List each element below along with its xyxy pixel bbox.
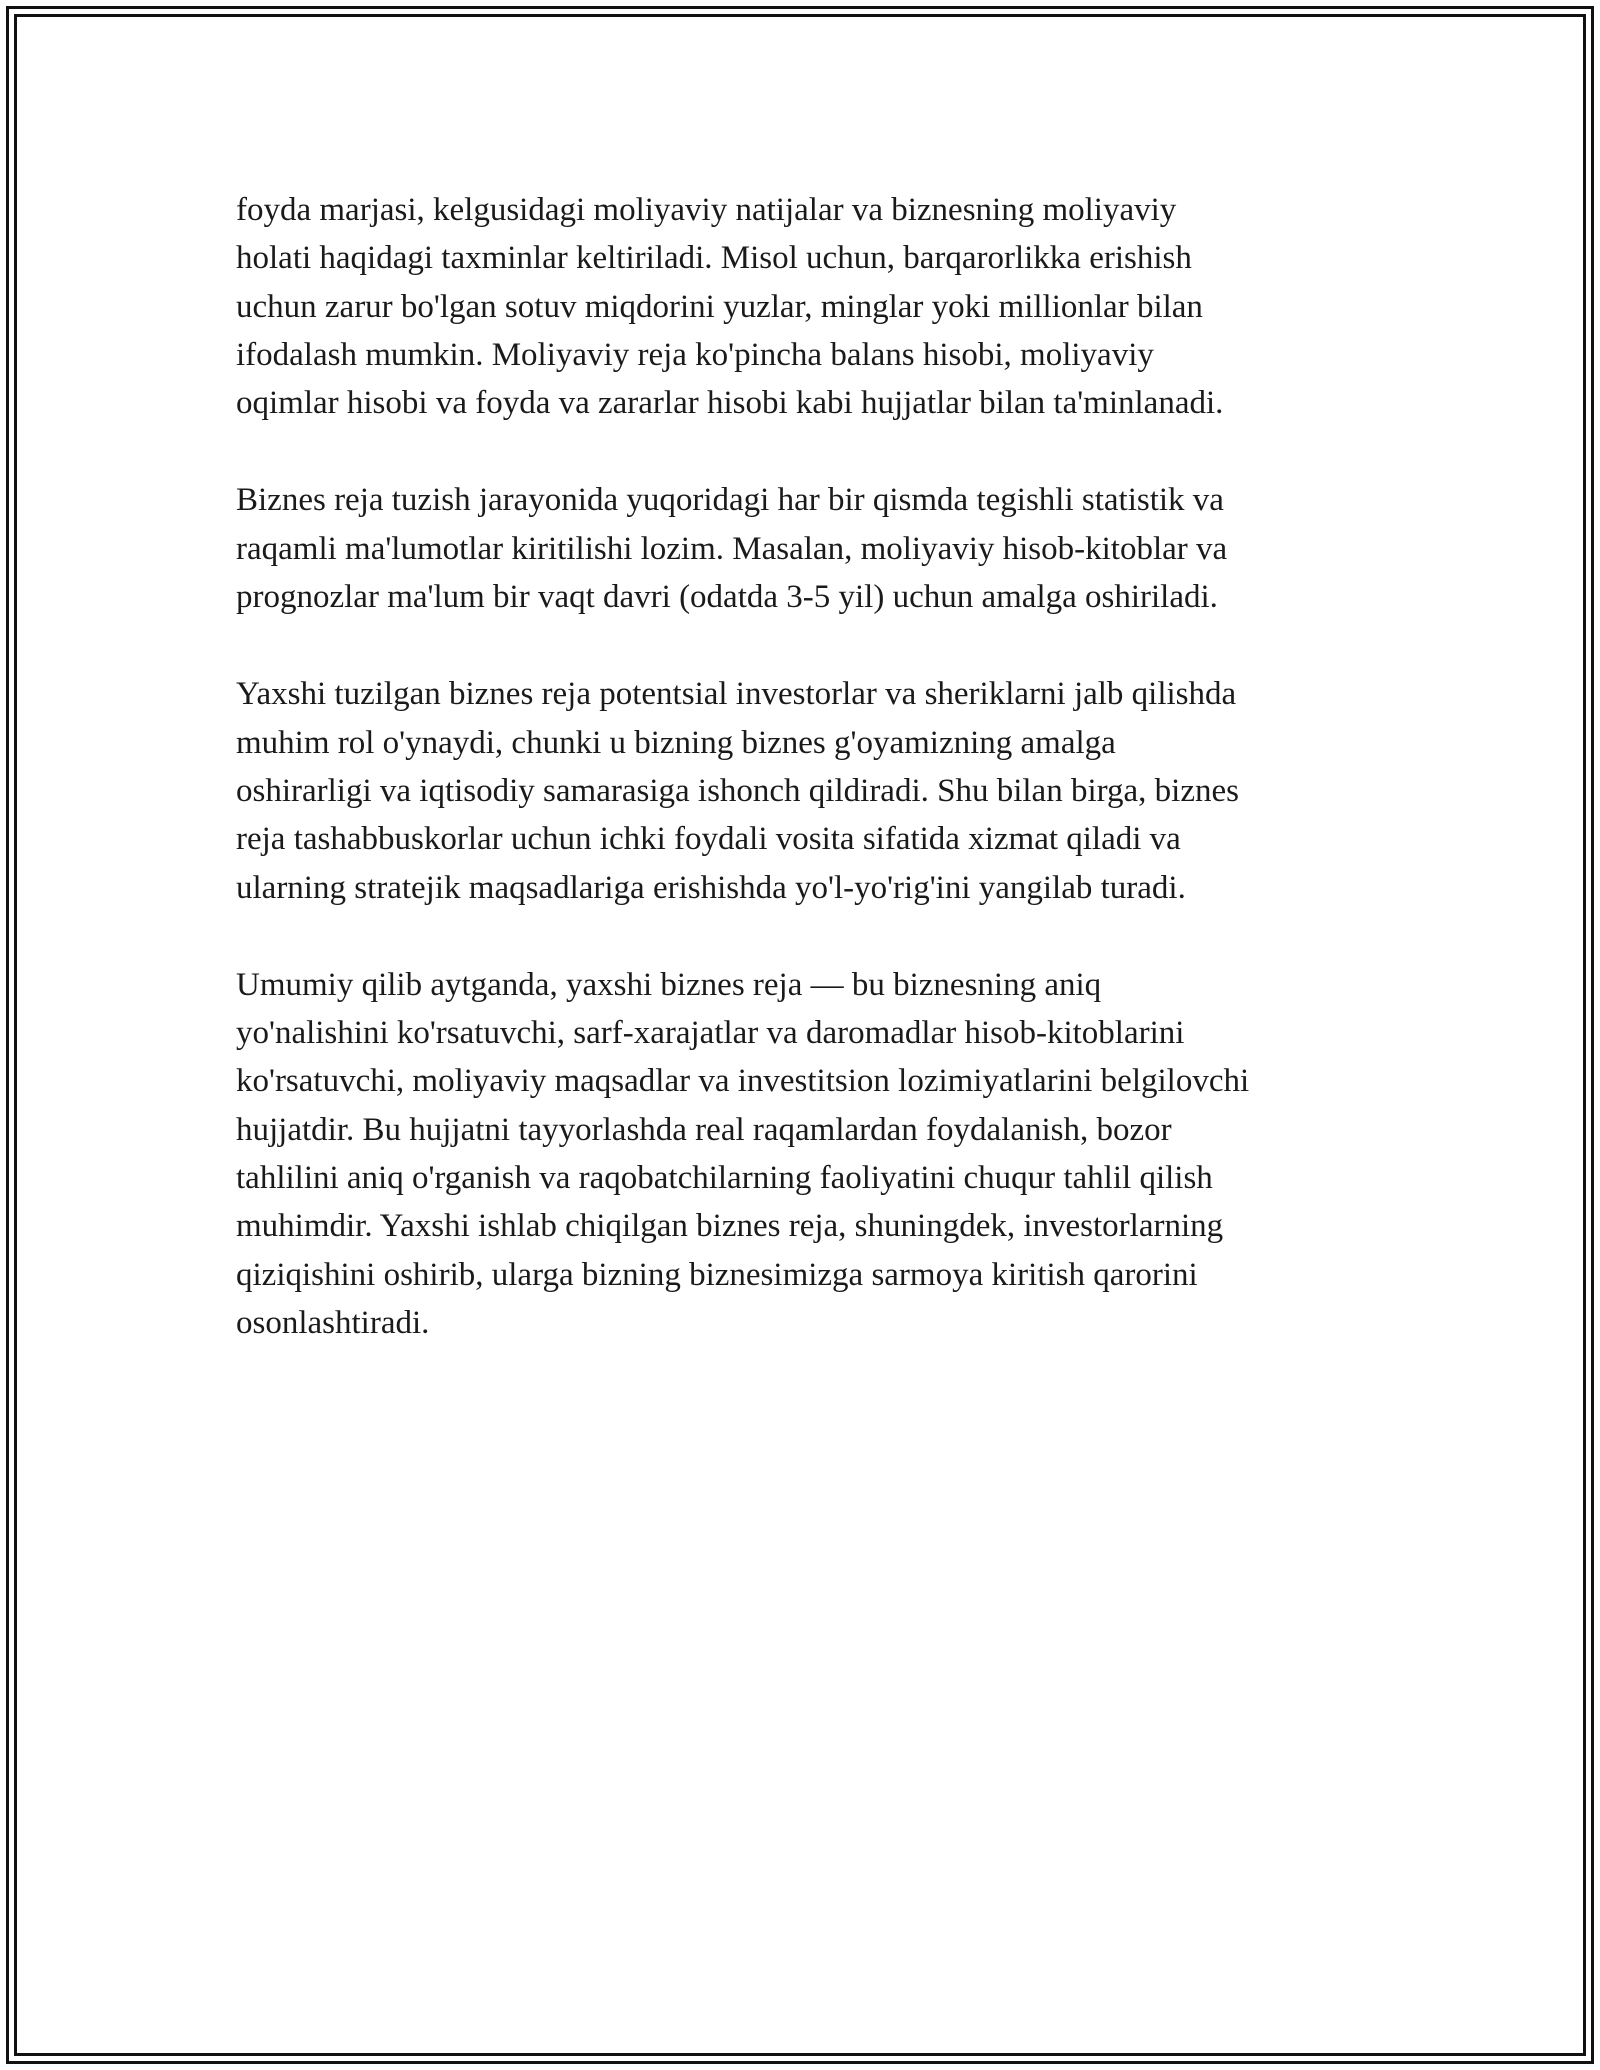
text-line: raqamli ma'lumotlar kiritilishi lozim. Masalan, moliyaviy hisob-kitoblar va xyxy=(236,530,1228,567)
text-line: Yaxshi tuzilgan biznes reja potentsial investorlar va sheriklarni jalb qilishda xyxy=(236,676,1237,713)
text-line: muhim rol o'ynaydi, chunki u bizning biznes g'oyamizning amalga xyxy=(236,724,1116,761)
text-line: hujjatdir. Bu hujjatni tayyorlashda real raqamlardan foydalanish, bozor xyxy=(236,1111,1172,1148)
text-line: ko'rsatuvchi, moliyaviy maqsadlar va investitsion lozimiyatlarini belgilovchi xyxy=(236,1063,1250,1100)
text-line: Umumiy qilib aytganda, yaxshi biznes reja — bu biznesning aniq xyxy=(236,966,1102,1003)
text-line: muhimdir. Yaxshi ishlab chiqilgan biznes reja, shuningdek, investorlarning xyxy=(236,1208,1224,1245)
text-line: qiziqishini oshirib, ularga bizning biznesimizga sarmoya kiritish qarorini xyxy=(236,1256,1198,1293)
text-line: ularning stratejik maqsadlariga erishishda yo'l-yo'rig'ini yangilab turadi. xyxy=(236,869,1186,906)
paragraph-statistics xyxy=(236,476,1366,621)
text-line: uchun zarur bo'lgan sotuv miqdorini yuzlar, minglar yoki millionlar bilan xyxy=(236,288,1203,325)
text-line: tahlilini aniq o'rganish va raqobatchilarning faoliyatini chuqur tahlil qilish xyxy=(236,1160,1213,1197)
paragraph-financial-plan xyxy=(236,186,1366,427)
text-line: foyda marjasi, kelgusidagi moliyaviy natijalar va biznesning moliyaviy xyxy=(236,192,1177,228)
text-line: yo'nalishini ko'rsatuvchi, sarf-xarajatlar va daromadlar hisob-kitoblarini xyxy=(236,1015,1185,1052)
text-line: prognozlar ma'lum bir vaqt davri (odatda 3-5 yil) uchun amalga oshiriladi. xyxy=(236,579,1218,616)
text-line: holati haqidagi taxminlar keltiriladi. Misol uchun, barqarorlikka erishish xyxy=(236,240,1192,277)
paragraph-investors xyxy=(236,670,1366,911)
text-line: oshirarligi va iqtisodiy samarasiga ishonch qildiradi. Shu bilan birga, biznes xyxy=(236,772,1239,809)
text-line: ifodalash mumkin. Moliyaviy reja ko'pincha balans hisobi, moliyaviy xyxy=(236,336,1154,373)
paragraph-summary xyxy=(236,961,1366,1347)
text-line: osonlashtiradi. xyxy=(236,1304,430,1341)
text-line: Biznes reja tuzish jarayonida yuqoridagi har bir qismda tegishli statistik va xyxy=(236,482,1224,519)
text-line: oqimlar hisobi va foyda va zararlar hisobi kabi hujjatlar bilan ta'minlanadi. xyxy=(236,385,1224,422)
text-line: reja tashabbuskorlar uchun ichki foydali vosita sifatida xizmat qiladi va xyxy=(236,821,1181,858)
document-body xyxy=(236,186,1366,1396)
